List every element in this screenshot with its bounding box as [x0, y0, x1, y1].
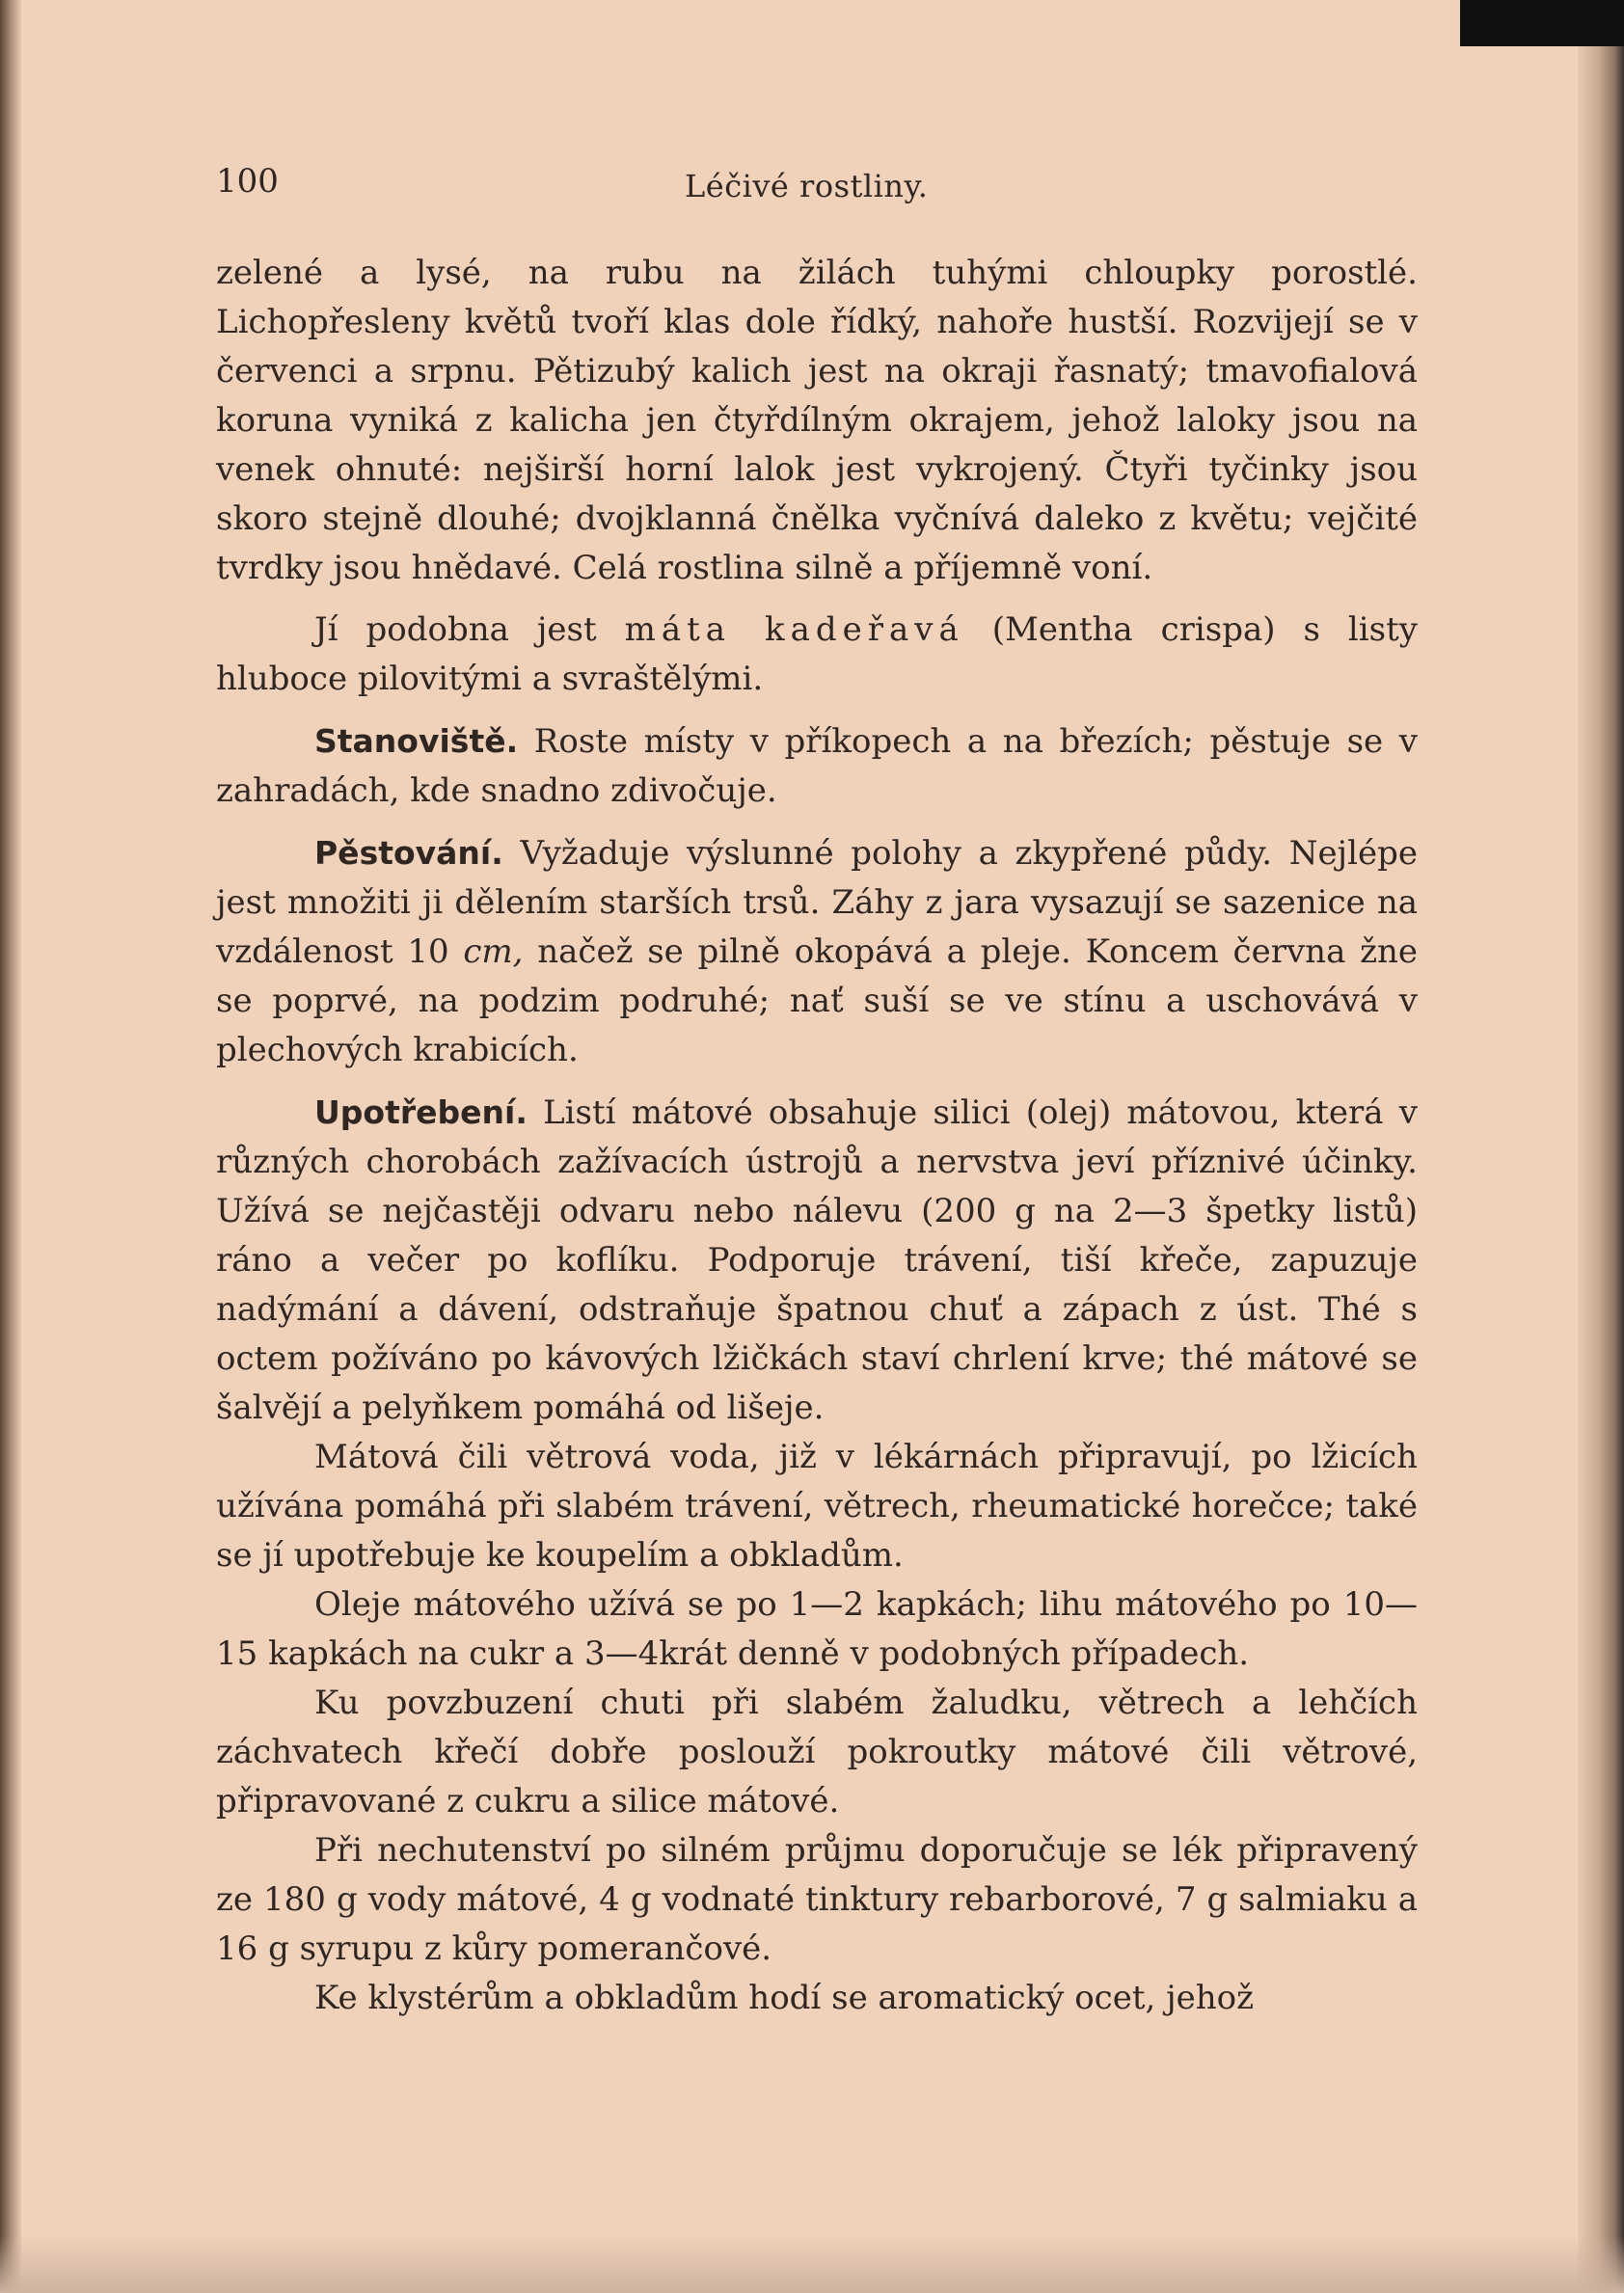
paragraph-matova-voda: Mátová čili větrová voda, již v lékárnách připravují, po lžicích užívána pomáhá při slabém trávení, větrech, rheumatické horečce; také se jí upotřebuje ke koupelím a obkladům. — [216, 1438, 1418, 1575]
page-number: 100 — [216, 162, 279, 201]
paragraph-pokroutky: Ku povzbuzení chuti při slabém žaludku, větrech a lehčích záchvatech křečí dobře poslouží pokroutky mátové čili větrové, připravované z cukru a silice mátové. — [216, 1684, 1418, 1821]
scan-corner — [1460, 0, 1624, 46]
page-bottom-edge — [0, 2235, 1624, 2293]
paragraph-upotrebeni — [216, 1088, 1418, 1433]
spaced-term: máta kadeřavá — [624, 610, 964, 649]
text-segment: Jí podobna jest — [314, 610, 597, 649]
page-right-edge — [1578, 0, 1624, 2293]
text-segment: Roste místy v příkopech a na březích; pěstuje se v zahradách, kde snadno zdivočuje. — [216, 722, 1418, 810]
paragraph-stanoviste — [216, 716, 1418, 816]
paragraph-pestovani — [216, 828, 1418, 1075]
text-segment: načež se pilně okopává a pleje. Koncem června žne se poprvé, na podzim podruhé; nať suší se ve stínu a uschovává v plechových krabicích. — [216, 932, 1419, 1069]
section-heading-stanoviste: Stanoviště. — [314, 722, 519, 760]
paragraph-klysterum: Ke klystérům a obkladům hodí se aromatický ocet, jehož — [314, 1979, 1255, 2017]
section-heading-pestovani: Pěstování. — [314, 834, 503, 872]
section-heading-upotrebeni: Upotřebení. — [314, 1093, 528, 1131]
paragraph-nechutenstvi: Při nechutenství po silném průjmu doporučuje se lék připravený ze 180 g vody mátové, 4 g vodnaté tinktury rebarborové, 7 g salmiaku a 16 g syrupu z kůry pomerančové. — [216, 1831, 1418, 1968]
paragraph-mentha-crispa — [216, 606, 1418, 704]
paragraph-description: zelené a lysé, na rubu na žilách tuhými chloupky porostlé. Lichopřesleny květů tvoří klas dole řídký, nahoře hustší. Rozvijejí se v červenci a srpnu. Pětizubý kalich jest na okraji řasnatý; tmavofialová koruna vyniká z kalicha jen čtyřdílným okrajem, jehož laloky jsou na venek ohnuté: nejširší horní lalok jest vykrojený. Čtyři tyčinky jsou skoro stejně dlouhé; dvojklanná čnělka vyčnívá daleko z květu; vejčité tvrdky jsou hnědavé. Celá rostlina silně a příjemně voní. — [216, 254, 1418, 587]
running-title: Léčivé rostliny. — [685, 168, 929, 204]
text-segment: Vyžaduje výslunné polohy a zkypřené půdy. Nejlépe jest množiti ji dělením starších trsů. Záhy z jara vysazují se sazenice na vzdálenost 10 — [216, 834, 1418, 971]
text-segment: Listí mátové obsahuje silici (olej) mátovou, která v různých chorobách zažívacích ústrojů a nervstva jeví příznivé účinky. Užívá se nejčastěji odvaru nebo nálevu (200 g na 2—3 špetky listů) ráno a večer po koflíku. Podporuje trávení, tiší křeče, zapuzuje nadýmání a dávení, odstraňuje špatnou chuť a zápach z úst. Thé s octem požíváno po kávových lžičkách staví chrlení krve; thé mátové se šalvějí a pelyňkem pomáhá od lišeje. — [216, 1093, 1418, 1427]
page-left-edge — [0, 0, 21, 2293]
paragraph-olej: Oleje mátového užívá se po 1—2 kapkách; lihu mátového po 10—15 kapkách na cukr a 3—4krát denně v podobných případech. — [216, 1585, 1418, 1673]
unit-cm: cm, — [463, 932, 524, 971]
text-segment: (Mentha crispa) s listy hluboce pilovitými a svraštělými. — [216, 610, 1418, 698]
page-header — [216, 162, 1418, 210]
body-text — [216, 249, 1418, 2023]
